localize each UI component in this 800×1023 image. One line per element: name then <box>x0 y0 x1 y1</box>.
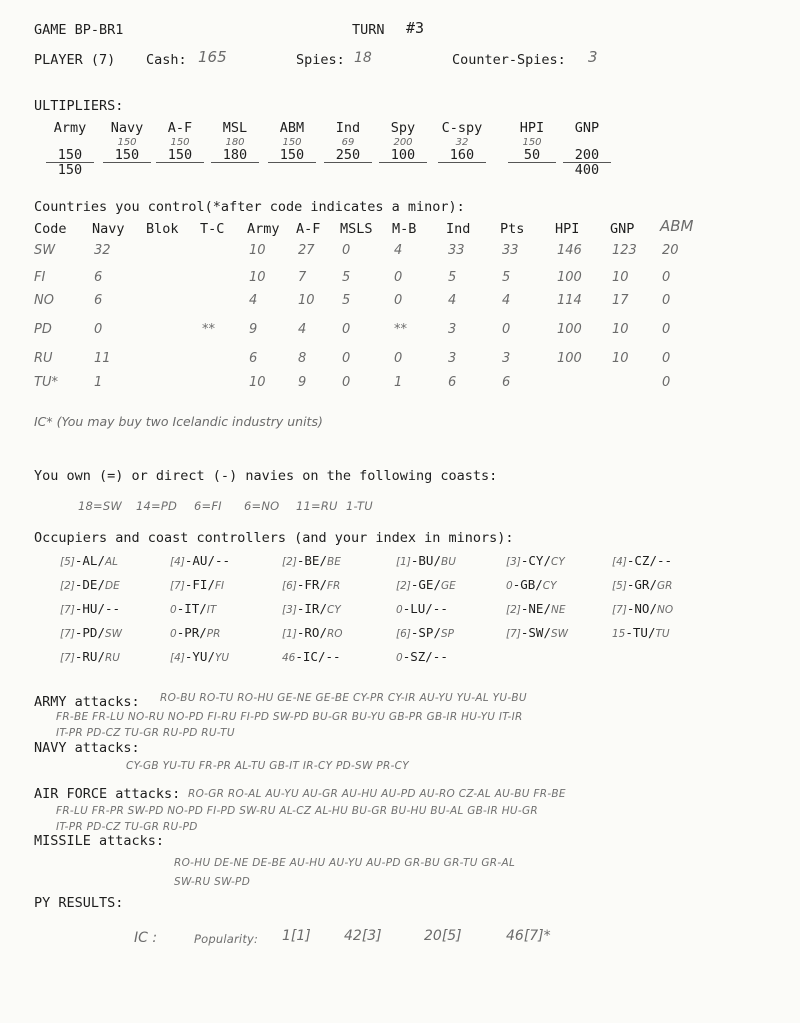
multiplier-label: A-F <box>167 120 193 136</box>
column-header: M-B <box>392 221 417 237</box>
coast-controller: SP <box>440 628 454 640</box>
occupier-index: 15 <box>612 628 626 640</box>
occupier-entry <box>170 553 230 568</box>
country-cell: 6 <box>94 293 103 308</box>
occupier-entry <box>60 577 120 592</box>
missile-attacks-line: RO-HU DE-NE DE-BE AU-HU AU-YU AU-PD GR-BU GR-TU GR-AL <box>174 857 516 869</box>
spy-country: IC : <box>134 930 158 946</box>
occupier-entry <box>60 625 122 640</box>
army-attacks-label: ARMY attacks: <box>34 694 140 710</box>
cash-value: 165 <box>198 48 227 66</box>
country-cell: NO <box>34 293 54 308</box>
occupier-entry <box>396 577 456 592</box>
multipliers-title: ULTIPLIERS: <box>34 98 124 114</box>
occupier-index: 0 <box>506 580 513 592</box>
occupier-entry <box>612 601 673 616</box>
multiplier-value: 180 <box>222 147 248 163</box>
occupiers-title: Occupiers and coast controllers (and your index in minors): <box>34 530 514 546</box>
multiplier-column <box>40 120 100 177</box>
occupier-code: -IR/ <box>296 601 327 616</box>
country-cell: 0 <box>662 270 671 285</box>
countries-note: IC* (You may buy two Icelandic industry units) <box>34 414 323 429</box>
country-cell: 5 <box>342 293 351 308</box>
multiplier-column <box>150 120 210 163</box>
occupier-code: -GR/ <box>626 577 657 592</box>
multiplier-value: 200 <box>574 147 600 163</box>
multiplier-base: 150 <box>46 162 94 177</box>
multiplier-value: 150 <box>57 147 83 163</box>
country-cell: 3 <box>448 322 457 337</box>
column-header: Code <box>34 221 67 237</box>
country-cell: 10 <box>249 243 266 258</box>
occupier-index: [7] <box>60 652 75 664</box>
multiplier-handwritten: 200 <box>393 137 413 148</box>
coast-controller: CY <box>550 556 565 568</box>
multiplier-handwritten: 150 <box>170 137 190 148</box>
column-header: ABM <box>660 217 694 235</box>
country-cell: 33 <box>502 243 519 258</box>
multiplier-handwritten: 150 <box>282 137 302 148</box>
occupier-code: -AL/ <box>74 553 105 568</box>
occupier-index: 46 <box>282 652 296 664</box>
multiplier-handwritten: 150 <box>117 137 137 148</box>
country-cell: RU <box>34 351 53 366</box>
multiplier-handwritten: 150 <box>522 137 542 148</box>
country-cell: 17 <box>612 293 629 308</box>
multiplier-label: C-spy <box>441 120 483 136</box>
occupier-code: -DE/ <box>74 577 105 592</box>
country-cell: 10 <box>612 351 629 366</box>
occupier-entry <box>396 649 448 664</box>
occupier-index: [6] <box>282 580 297 592</box>
navy-item: 6=FI <box>194 499 222 513</box>
occupier-code: -BU/ <box>410 553 441 568</box>
occupier-index: [2] <box>506 604 521 616</box>
multiplier-label: GNP <box>574 120 600 136</box>
multiplier-handwritten: 32 <box>455 137 469 148</box>
occupier-index: [5] <box>612 580 627 592</box>
air-attacks-line: FR-LU FR-PR SW-PD NO-PD FI-PD SW-RU AL-CZ AL-HU BU-GR BU-HU BU-AL GB-IR HU-GR <box>56 805 539 817</box>
coast-controller: PR <box>206 628 221 640</box>
coast-controller: TU <box>655 628 670 640</box>
occupier-entry <box>60 649 120 664</box>
coast-controller: YU <box>214 652 230 664</box>
multiplier-label: Army <box>53 120 87 136</box>
occupier-entry <box>60 553 118 568</box>
coast-controller: FR <box>326 580 341 592</box>
multiplier-handwritten: 180 <box>225 137 245 148</box>
occupier-index: [7] <box>612 604 627 616</box>
spies-label: Spies: <box>296 52 345 68</box>
coast-controller: CY <box>326 604 341 616</box>
column-header: A-F <box>296 221 321 237</box>
country-cell: 0 <box>342 243 351 258</box>
country-cell: 10 <box>249 270 266 285</box>
occupier-index: [2] <box>282 556 297 568</box>
occupier-index: 0 <box>396 604 403 616</box>
occupier-index: 0 <box>170 628 177 640</box>
country-row <box>0 293 800 313</box>
occupier-entry <box>282 625 343 640</box>
occupier-entry <box>282 649 341 664</box>
country-cell: 100 <box>557 322 582 337</box>
country-row <box>0 375 800 395</box>
navy-item: 14=PD <box>136 499 178 513</box>
multiplier-label: Spy <box>390 120 416 136</box>
air-attacks-line: RO-GR RO-AL AU-YU AU-GR AU-HU AU-PD AU-RO CZ-AL AU-BU FR-BE <box>188 788 566 800</box>
occupier-index: [5] <box>60 556 75 568</box>
column-header: Blok <box>146 221 179 237</box>
country-cell: 11 <box>94 351 111 366</box>
country-cell: 3 <box>502 351 511 366</box>
occupier-entry <box>612 577 672 592</box>
country-cell: 4 <box>298 322 307 337</box>
coast-controller: GR <box>656 580 673 592</box>
occupier-index: [1] <box>396 556 411 568</box>
coast-controller: SW <box>550 628 569 640</box>
country-cell: 6 <box>502 375 511 390</box>
occupier-code: -RU/ <box>74 649 105 664</box>
country-cell: 4 <box>249 293 258 308</box>
country-cell: 0 <box>394 270 403 285</box>
occupier-index: [7] <box>60 628 75 640</box>
occupier-code: -CZ/-- <box>626 553 673 568</box>
occupier-code: -IC/-- <box>295 649 341 664</box>
turn-value: #3 <box>406 19 425 37</box>
missile-attacks-line: SW-RU SW-PD <box>174 876 251 888</box>
multiplier-column <box>432 120 492 163</box>
country-row <box>0 243 800 263</box>
multiplier-column <box>557 120 617 177</box>
player-label: PLAYER (7) <box>34 52 116 68</box>
occupier-entry <box>506 577 557 592</box>
occupier-code: -YU/ <box>184 649 215 664</box>
column-header: Ind <box>446 221 471 237</box>
occupier-index: [4] <box>612 556 627 568</box>
air-attacks-line: IT-PR PD-CZ TU-GR RU-PD <box>56 821 198 833</box>
coast-controller: GE <box>440 580 456 592</box>
coast-controller: BE <box>326 556 341 568</box>
occupier-index: [7] <box>60 604 75 616</box>
country-cell: 0 <box>662 351 671 366</box>
country-row <box>0 322 800 342</box>
occupier-code: -NO/ <box>626 601 657 616</box>
multiplier-handwritten: 69 <box>341 137 355 148</box>
country-cell: 5 <box>448 270 457 285</box>
country-cell: 10 <box>249 375 266 390</box>
country-cell: 146 <box>557 243 582 258</box>
cash-label: Cash: <box>146 52 187 68</box>
multiplier-label: Ind <box>335 120 361 136</box>
multiplier-value: 150 <box>114 147 140 163</box>
multiplier-column <box>373 120 433 163</box>
multiplier-label: Navy <box>110 120 144 136</box>
country-cell: 0 <box>342 375 351 390</box>
column-header: Army <box>247 221 280 237</box>
country-cell: 9 <box>298 375 307 390</box>
country-cell: 123 <box>612 243 637 258</box>
occupier-entry <box>282 601 341 616</box>
country-cell: PD <box>34 322 52 337</box>
spy-entry: 1[1] <box>282 928 311 944</box>
occupier-code: -GB/ <box>512 577 543 592</box>
country-cell: 6 <box>249 351 258 366</box>
navy-item: 6=NO <box>244 499 280 513</box>
occupier-entry <box>60 601 120 616</box>
country-cell: 0 <box>662 375 671 390</box>
coast-controller: RU <box>104 652 120 664</box>
spy-results-title: PY RESULTS: <box>34 895 124 911</box>
country-cell: 6 <box>448 375 457 390</box>
countries-header-row <box>0 217 800 241</box>
occupier-code: -CY/ <box>520 553 551 568</box>
countries-title: Countries you control(*after code indicates a minor): <box>34 199 465 215</box>
occupier-entry <box>170 601 216 616</box>
spy-popularity-label: Popularity: <box>194 932 259 946</box>
country-cell: 0 <box>394 293 403 308</box>
counter-spies-value: 3 <box>588 48 598 66</box>
multiplier-label: ABM <box>279 120 305 136</box>
occupier-code: -IT/ <box>176 601 207 616</box>
country-cell: 9 <box>249 322 258 337</box>
occupier-index: [2] <box>396 580 411 592</box>
occupier-index: [4] <box>170 556 185 568</box>
navy-attacks-label: NAVY attacks: <box>34 740 140 756</box>
occupier-code: -TU/ <box>625 625 656 640</box>
occupier-code: -SZ/-- <box>402 649 448 664</box>
country-cell: SW <box>34 243 56 258</box>
multiplier-value: 150 <box>279 147 305 163</box>
country-cell: ** <box>394 322 407 337</box>
counter-spies-label: Counter-Spies: <box>452 52 566 68</box>
country-cell: 0 <box>342 351 351 366</box>
country-cell: 4 <box>502 293 511 308</box>
occupier-code: -PD/ <box>74 625 105 640</box>
multiplier-value: 150 <box>167 147 193 163</box>
occupier-index: [1] <box>282 628 297 640</box>
occupier-code: -FI/ <box>184 577 215 592</box>
occupier-code: -SW/ <box>520 625 551 640</box>
occupier-entry <box>170 649 229 664</box>
coast-controller: DE <box>104 580 120 592</box>
multiplier-column <box>205 120 265 163</box>
occupier-entry <box>612 625 670 640</box>
multiplier-value: 160 <box>449 147 475 163</box>
column-header: Navy <box>92 221 125 237</box>
column-header: Pts <box>500 221 525 237</box>
spy-entry: 20[5] <box>424 928 462 944</box>
country-cell: 1 <box>394 375 403 390</box>
air-attacks-label: AIR FORCE attacks: <box>34 786 181 802</box>
occupier-code: -FR/ <box>296 577 327 592</box>
navy-item: 18=SW <box>78 499 122 513</box>
army-attacks-line: IT-PR PD-CZ TU-GR RU-PD RU-TU <box>56 727 235 739</box>
country-cell: 10 <box>612 322 629 337</box>
country-cell: 8 <box>298 351 307 366</box>
country-cell: 100 <box>557 270 582 285</box>
army-attacks-line: FR-BE FR-LU NO-RU NO-PD FI-RU FI-PD SW-PD BU-GR BU-YU GB-PR GB-IR HU-YU IT-IR <box>56 711 523 723</box>
army-attacks-line: RO-BU RO-TU RO-HU GE-NE GE-BE CY-PR CY-IR AU-YU YU-AL YU-BU <box>160 692 527 704</box>
country-cell: 10 <box>612 270 629 285</box>
occupier-code: -LU/-- <box>402 601 448 616</box>
country-cell: 7 <box>298 270 307 285</box>
country-cell: 6 <box>94 270 103 285</box>
coast-controller: AL <box>104 556 119 568</box>
occupier-code: -NE/ <box>520 601 551 616</box>
multiplier-value: 250 <box>335 147 361 163</box>
country-cell: 100 <box>557 351 582 366</box>
country-cell: 4 <box>394 243 403 258</box>
coast-controller: NE <box>550 604 566 616</box>
occupier-entry <box>506 625 568 640</box>
coast-controller: RO <box>326 628 343 640</box>
country-cell: 114 <box>557 293 582 308</box>
country-cell: 0 <box>662 322 671 337</box>
occupier-index: [2] <box>60 580 75 592</box>
country-cell: 0 <box>502 322 511 337</box>
turn-label: TURN <box>352 22 385 38</box>
occupier-code: -AU/-- <box>184 553 231 568</box>
occupier-code: -PR/ <box>176 625 207 640</box>
multiplier-label: HPI <box>519 120 545 136</box>
occupier-code: -GE/ <box>410 577 441 592</box>
country-cell: 5 <box>342 270 351 285</box>
country-cell: 20 <box>662 243 679 258</box>
coast-controller: SW <box>104 628 123 640</box>
multiplier-column <box>262 120 322 163</box>
occupier-entry <box>282 553 341 568</box>
occupier-index: 0 <box>396 652 403 664</box>
spies-value: 18 <box>354 50 372 66</box>
coast-controller: BU <box>440 556 456 568</box>
occupier-entry <box>282 577 340 592</box>
country-cell: ** <box>202 322 215 337</box>
occupier-index: [3] <box>282 604 297 616</box>
multiplier-value: 50 <box>523 147 541 163</box>
country-cell: 5 <box>502 270 511 285</box>
country-cell: 32 <box>94 243 111 258</box>
column-header: GNP <box>610 221 635 237</box>
navy-attacks-line: CY-GB YU-TU FR-PR AL-TU GB-IT IR-CY PD-SW PR-CY <box>126 760 410 772</box>
multiplier-column <box>502 120 562 163</box>
column-header: MSLS <box>340 221 373 237</box>
multiplier-value: 100 <box>390 147 416 163</box>
occupier-entry <box>170 625 220 640</box>
country-cell: 0 <box>662 293 671 308</box>
country-cell: FI <box>34 270 46 285</box>
navy-item: 11=RU <box>296 499 338 513</box>
occupier-index: 0 <box>170 604 177 616</box>
occupier-index: [4] <box>170 652 185 664</box>
occupier-index: [7] <box>170 580 185 592</box>
occupier-entry <box>506 601 565 616</box>
column-header: HPI <box>555 221 580 237</box>
country-cell: 0 <box>342 322 351 337</box>
country-cell: TU* <box>34 375 58 390</box>
occupier-index: [6] <box>396 628 411 640</box>
country-cell: 0 <box>94 322 103 337</box>
multiplier-base: 400 <box>563 162 611 177</box>
occupier-entry <box>170 577 224 592</box>
country-row <box>0 351 800 371</box>
country-cell: 1 <box>94 375 103 390</box>
occupier-index: [7] <box>506 628 521 640</box>
occupier-entry <box>396 553 456 568</box>
navies-title: You own (=) or direct (-) navies on the following coasts: <box>34 468 498 484</box>
coast-controller: IT <box>206 604 217 616</box>
country-cell: 4 <box>448 293 457 308</box>
country-cell: 27 <box>298 243 315 258</box>
occupier-entry <box>396 625 454 640</box>
multiplier-label: MSL <box>222 120 248 136</box>
country-cell: 10 <box>298 293 315 308</box>
occupier-code: -SP/ <box>410 625 441 640</box>
occupier-code: -RO/ <box>296 625 327 640</box>
coast-controller: NO <box>656 604 674 616</box>
coast-controller: CY <box>542 580 557 592</box>
navy-item: 1-TU <box>346 499 373 513</box>
occupier-entry <box>396 601 448 616</box>
game-id: GAME BP-BR1 <box>34 22 124 38</box>
country-cell: 3 <box>448 351 457 366</box>
occupier-entry <box>506 553 565 568</box>
multiplier-column <box>97 120 157 163</box>
occupier-entry <box>612 553 672 568</box>
multiplier-column <box>318 120 378 163</box>
spy-entry: 42[3] <box>344 928 382 944</box>
occupier-code: -HU/-- <box>74 601 121 616</box>
country-cell: 0 <box>394 351 403 366</box>
occupier-code: -BE/ <box>296 553 327 568</box>
missile-attacks-label: MISSILE attacks: <box>34 833 165 849</box>
spy-entry: 46[7]* <box>506 928 551 944</box>
column-header: T-C <box>200 221 225 237</box>
country-cell: 33 <box>448 243 465 258</box>
occupier-index: [3] <box>506 556 521 568</box>
country-row <box>0 270 800 290</box>
coast-controller: FI <box>214 580 225 592</box>
